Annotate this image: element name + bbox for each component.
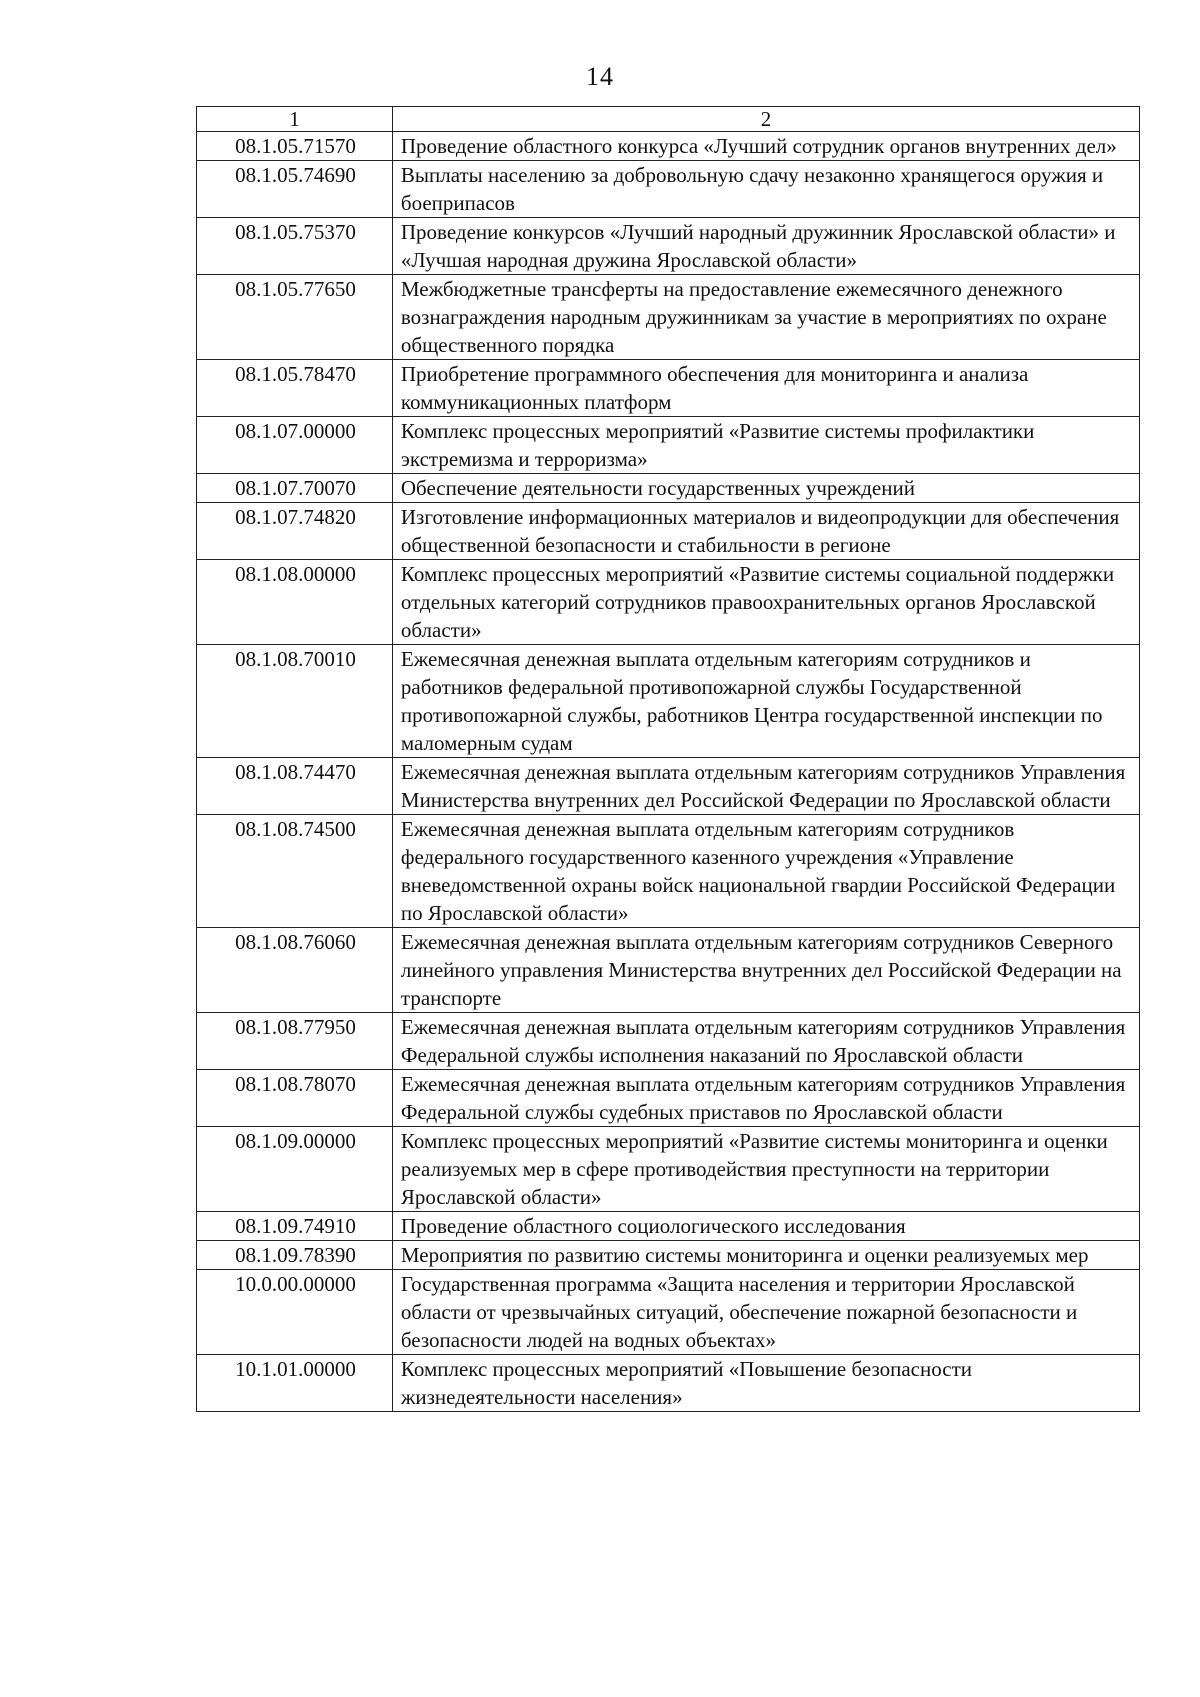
row-description-cell: Ежемесячная денежная выплата отдельным категориям сотрудников Управления Федеральной службы судебных приставов по Ярославской области: [392, 1070, 1139, 1127]
table-row: [197, 132, 1140, 161]
row-description-cell: Мероприятия по развитию системы мониторинга и оценки реализуемых мер: [392, 1241, 1139, 1270]
table-row: [197, 218, 1140, 275]
row-description-cell: Межбюджетные трансферты на предоставление ежемесячного денежного вознаграждения народным дружинникам за участие в мероприятиях по охране общественного порядка: [392, 275, 1139, 360]
table-row: [197, 1241, 1140, 1270]
row-code-cell: 08.1.05.78470: [197, 360, 393, 417]
row-code-cell: 08.1.05.77650: [197, 275, 393, 360]
budget-code-table: [196, 106, 1140, 1412]
table-row: [197, 474, 1140, 503]
row-description-cell: Комплекс процессных мероприятий «Развитие системы мониторинга и оценки реализуемых мер в сфере противодействия преступности на территории Ярославской области»: [392, 1127, 1139, 1212]
row-description-cell: Проведение конкурсов «Лучший народный дружинник Ярославской области» и «Лучшая народная дружина Ярославской области»: [392, 218, 1139, 275]
row-code-cell: 08.1.05.71570: [197, 132, 393, 161]
row-description-cell: Приобретение программного обеспечения для мониторинга и анализа коммуникационных платформ: [392, 360, 1139, 417]
table-row: [197, 1212, 1140, 1241]
row-code-cell: 08.1.07.74820: [197, 503, 393, 560]
table-row: [197, 560, 1140, 645]
row-code-cell: 08.1.08.74470: [197, 758, 393, 815]
row-code-cell: 08.1.08.78070: [197, 1070, 393, 1127]
row-code-cell: 08.1.08.74500: [197, 815, 393, 928]
row-code-cell: 08.1.09.00000: [197, 1127, 393, 1212]
table-row: [197, 645, 1140, 758]
row-code-cell: 10.0.00.00000: [197, 1270, 393, 1355]
table-row: [197, 815, 1140, 928]
table-row: [197, 1270, 1140, 1355]
row-code-cell: 10.1.01.00000: [197, 1355, 393, 1412]
row-description-cell: Проведение областного конкурса «Лучший сотрудник органов внутренних дел»: [392, 132, 1139, 161]
table-row: [197, 503, 1140, 560]
row-description-cell: Ежемесячная денежная выплата отдельным категориям сотрудников Управления Министерства внутренних дел Российской Федерации по Ярославской области: [392, 758, 1139, 815]
table-row: [197, 1013, 1140, 1070]
row-description-cell: Ежемесячная денежная выплата отдельным категориям сотрудников Управления Федеральной службы исполнения наказаний по Ярославской области: [392, 1013, 1139, 1070]
row-code-cell: 08.1.07.00000: [197, 417, 393, 474]
table-row: [197, 360, 1140, 417]
table-row: [197, 928, 1140, 1013]
row-description-cell: Государственная программа «Защита населения и территории Ярославской области от чрезвычайных ситуаций, обеспечение пожарной безопасности и безопасности людей на водных объектах»: [392, 1270, 1139, 1355]
table-row: [197, 1127, 1140, 1212]
row-description-cell: Комплекс процессных мероприятий «Повышение безопасности жизнедеятельности населения»: [392, 1355, 1139, 1412]
table-row: [197, 275, 1140, 360]
row-description-cell: Ежемесячная денежная выплата отдельным категориям сотрудников Северного линейного управления Министерства внутренних дел Российской Федерации на транспорте: [392, 928, 1139, 1013]
page-number: 14: [586, 62, 614, 91]
row-code-cell: 08.1.09.78390: [197, 1241, 393, 1270]
row-description-cell: Изготовление информационных материалов и видеопродукции для обеспечения общественной безопасности и стабильности в регионе: [392, 503, 1139, 560]
row-code-cell: 08.1.08.76060: [197, 928, 393, 1013]
table-row: [197, 417, 1140, 474]
row-code-cell: 08.1.08.00000: [197, 560, 393, 645]
row-description-cell: Ежемесячная денежная выплата отдельным категориям сотрудников федерального государственного казенного учреждения «Управление вневедомственной охраны войск национальной гвардии Российской Федерации по Ярославской области»: [392, 815, 1139, 928]
column-header-code: 1: [197, 107, 393, 132]
row-description-cell: Проведение областного социологического исследования: [392, 1212, 1139, 1241]
row-description-cell: Ежемесячная денежная выплата отдельным категориям сотрудников и работников федеральной противопожарной службы Государственной противопожарной службы, работников Центра государственной инспекции по маломерным судам: [392, 645, 1139, 758]
row-code-cell: 08.1.07.70070: [197, 474, 393, 503]
table-row: [197, 758, 1140, 815]
row-code-cell: 08.1.08.70010: [197, 645, 393, 758]
row-description-cell: Обеспечение деятельности государственных учреждений: [392, 474, 1139, 503]
row-code-cell: 08.1.08.77950: [197, 1013, 393, 1070]
row-description-cell: Комплекс процессных мероприятий «Развитие системы профилактики экстремизма и терроризма»: [392, 417, 1139, 474]
row-code-cell: 08.1.09.74910: [197, 1212, 393, 1241]
row-code-cell: 08.1.05.75370: [197, 218, 393, 275]
row-code-cell: 08.1.05.74690: [197, 161, 393, 218]
row-description-cell: Выплаты населению за добровольную сдачу незаконно хранящегося оружия и боеприпасов: [392, 161, 1139, 218]
table-row: [197, 1355, 1140, 1412]
column-header-description: 2: [392, 107, 1139, 132]
table-row: [197, 161, 1140, 218]
table-header-row: [197, 107, 1140, 132]
row-description-cell: Комплекс процессных мероприятий «Развитие системы социальной поддержки отдельных категорий сотрудников правоохранительных органов Ярославской области»: [392, 560, 1139, 645]
table-row: [197, 1070, 1140, 1127]
